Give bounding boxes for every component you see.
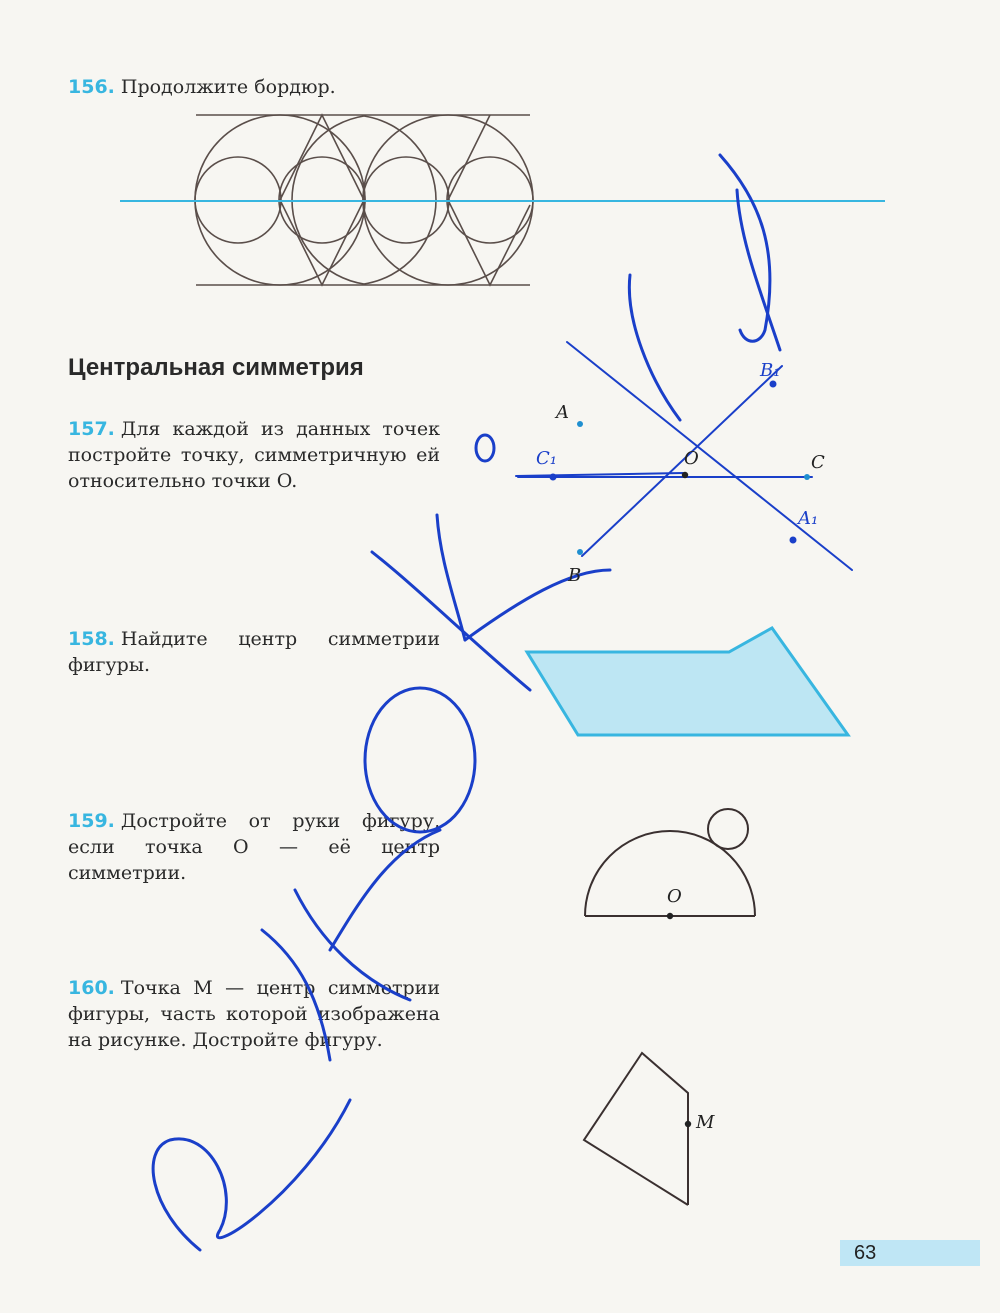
- label-figure-160-m: M: [696, 1112, 715, 1133]
- label-point-o: O: [684, 448, 699, 469]
- task-number: 159.: [68, 810, 115, 832]
- task-text: Найдите центр симметрии фигуры.: [68, 628, 440, 676]
- figure-158-shape: [527, 628, 848, 735]
- figure-159-center-point: [667, 913, 673, 919]
- figure-157-points: [577, 421, 810, 555]
- section-title: Центральная симметрия: [68, 354, 364, 381]
- label-point-a: A: [556, 402, 569, 423]
- task-number: 160.: [68, 977, 115, 999]
- label-point-b: B: [568, 565, 582, 586]
- task-text: Достройте от руки фигуру, если точка O — её центр симметрии.: [68, 810, 440, 884]
- figure-160-shape: [584, 1053, 688, 1205]
- label-point-a1: A₁: [798, 508, 819, 529]
- figure-157-drawn-points: [550, 381, 797, 544]
- page-number: 63: [840, 1240, 980, 1266]
- task-text: Точка M — центр симметрии фигуры, часть которой изображена на рисунке. Достройте фигуру.: [68, 977, 440, 1051]
- task-number: 156.: [68, 76, 115, 98]
- figure-160-center-point: [685, 1121, 691, 1127]
- task-number: 158.: [68, 628, 115, 650]
- task-text: Продолжите бордюр.: [120, 76, 336, 98]
- task-number: 157.: [68, 418, 115, 440]
- task-text: Для каждой из данных точек постройте точку, симметричную ей относительно точки O.: [68, 418, 440, 492]
- label-figure-159-o: O: [667, 886, 682, 907]
- label-point-c: C: [811, 452, 825, 473]
- label-point-c1: C₁: [536, 448, 557, 469]
- label-point-b1: B₁: [760, 360, 781, 381]
